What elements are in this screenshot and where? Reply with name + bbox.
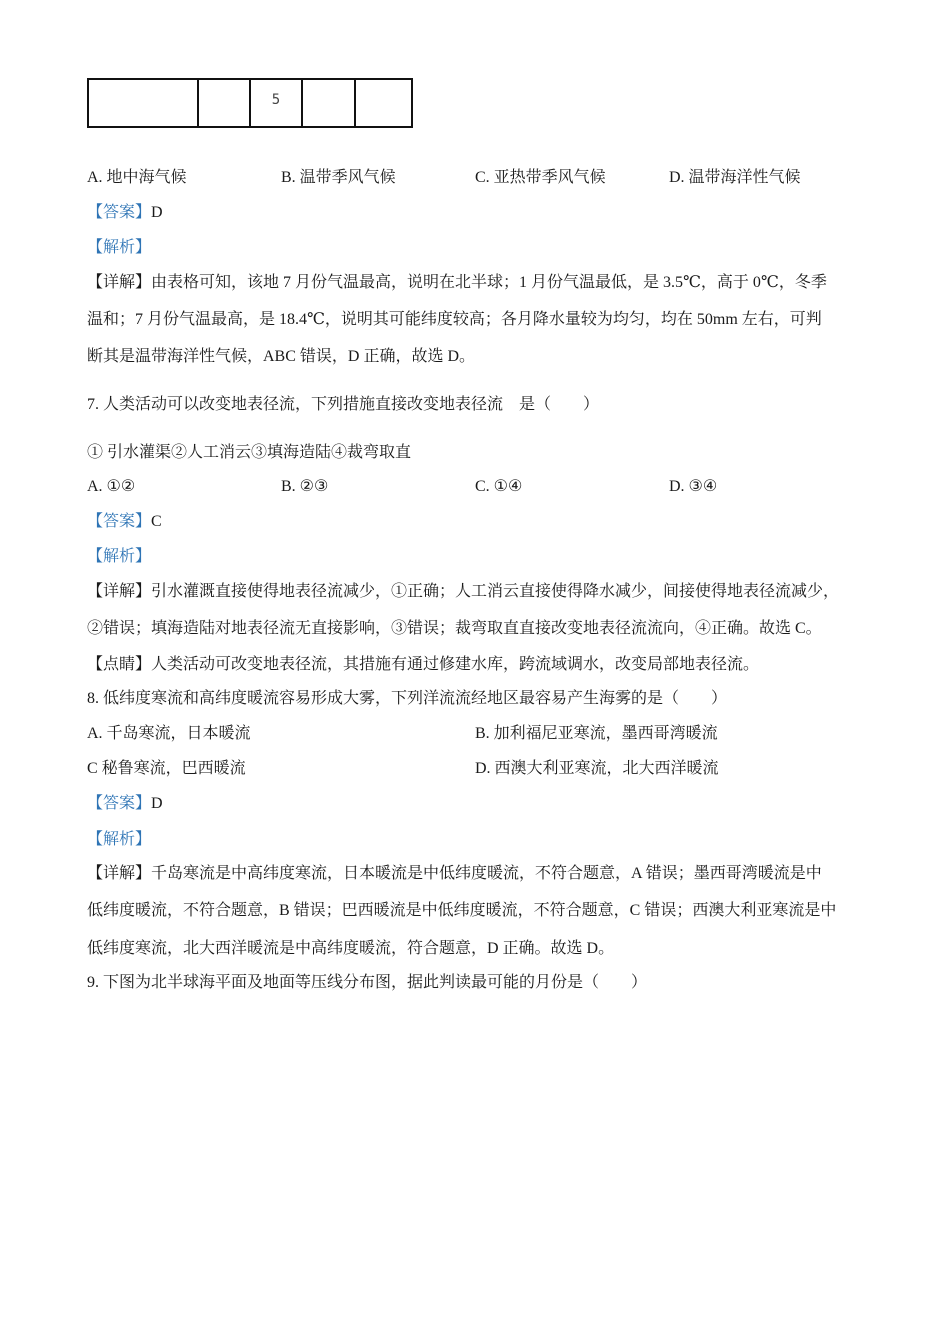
detail-text: 引水灌溉直接使得地表径流减少，①正确；人工消云直接使得降水减少，间接使得地表径流减少， [151, 583, 840, 600]
q8-answer [87, 794, 163, 814]
q6-detail-line [87, 273, 827, 293]
detail-tag: 【详解】 [87, 865, 152, 882]
q6-option-d: D. 温带海洋性气候 [669, 169, 801, 186]
q7-option-b: B. ②③ [281, 478, 329, 495]
table-cell [302, 79, 355, 127]
answer-tag: 【答案】 [87, 513, 152, 530]
q6-analysis-tag: 【解析】 [87, 239, 152, 256]
answer-value: D [151, 204, 163, 221]
data-table-fragment [87, 78, 413, 128]
q7-option-c: C. ①④ [475, 478, 523, 495]
q8-option-c: C 秘鲁寒流，巴西暖流 [87, 760, 246, 777]
q7-answer [87, 512, 162, 532]
q6-detail-line: 断其是温带海洋性气候，ABC 错误，D 正确，故选 D。 [87, 348, 476, 365]
q8-detail-line: 低纬度寒流，北大西洋暖流是中高纬度暖流，符合题意，D 正确。故选 D。 [87, 940, 615, 957]
table-cell [355, 79, 412, 127]
table-cell: 5 [250, 79, 302, 127]
table-row [88, 79, 412, 127]
q6-option-c: C. 亚热带季风气候 [475, 169, 606, 186]
answer-tag: 【答案】 [87, 795, 152, 812]
note-tag: 【点睛】 [87, 656, 152, 673]
q8-detail-line [87, 864, 822, 884]
q6-option-b: B. 温带季风气候 [281, 169, 396, 186]
q7-detail-line [87, 582, 839, 602]
q6-option-a: A. 地中海气候 [87, 169, 187, 186]
q7-option-d: D. ③④ [669, 478, 718, 495]
table-cell [198, 79, 250, 127]
q8-option-d: D. 西澳大利亚寒流，北大西洋暖流 [475, 760, 719, 777]
q8-stem: 8. 低纬度寒流和高纬度暖流容易形成大雾，下列洋流流经地区最容易产生海雾的是（ ） [87, 690, 728, 707]
q8-analysis-tag: 【解析】 [87, 831, 152, 848]
q7-option-a: A. ①② [87, 478, 136, 495]
detail-text: 千岛寒流是中高纬度寒流，日本暖流是中低纬度暖流，不符合题意，A 错误；墨西哥湾暖流是中 [151, 865, 822, 882]
answer-value: D [151, 795, 163, 812]
q8-option-a: A. 千岛寒流，日本暖流 [87, 725, 251, 742]
q7-stem: 7. 人类活动可以改变地表径流，下列措施直接改变地表径流 是（ ） [87, 396, 600, 413]
q6-detail-line: 温和；7 月份气温最高，是 18.4℃，说明其可能纬度较高；各月降水量较为均匀，均在 50mm 左右，可判 [87, 311, 822, 328]
q8-option-b: B. 加利福尼亚寒流，墨西哥湾暖流 [475, 725, 718, 742]
table-cell [88, 79, 198, 127]
q7-detail-line: ②错误；填海造陆对地表径流无直接影响，③错误；裁弯取直直接改变地表径流流向，④正确。故选 C。 [87, 620, 822, 637]
q9-stem: 9. 下图为北半球海平面及地面等压线分布图，据此判读最可能的月份是（ ） [87, 974, 648, 991]
detail-tag: 【详解】 [87, 274, 152, 291]
answer-value: C [151, 513, 162, 530]
note-text: 人类活动可改变地表径流，其措施有通过修建水库，跨流域调水，改变局部地表径流。 [151, 656, 760, 673]
q7-items: ① 引水灌渠②人工消云③填海造陆④裁弯取直 [87, 444, 412, 461]
detail-tag: 【详解】 [87, 583, 152, 600]
q7-analysis-tag: 【解析】 [87, 548, 152, 565]
q6-answer [87, 203, 163, 223]
answer-tag: 【答案】 [87, 204, 152, 221]
q7-note [87, 655, 759, 675]
detail-text: 由表格可知，该地 7 月份气温最高，说明在北半球；1 月份气温最低，是 3.5℃，高于 0℃，冬季 [151, 274, 827, 291]
q8-detail-line: 低纬度暖流，不符合题意，B 错误；巴西暖流是中低纬度暖流，不符合题意，C 错误；西澳大利亚寒流是中 [87, 902, 837, 919]
